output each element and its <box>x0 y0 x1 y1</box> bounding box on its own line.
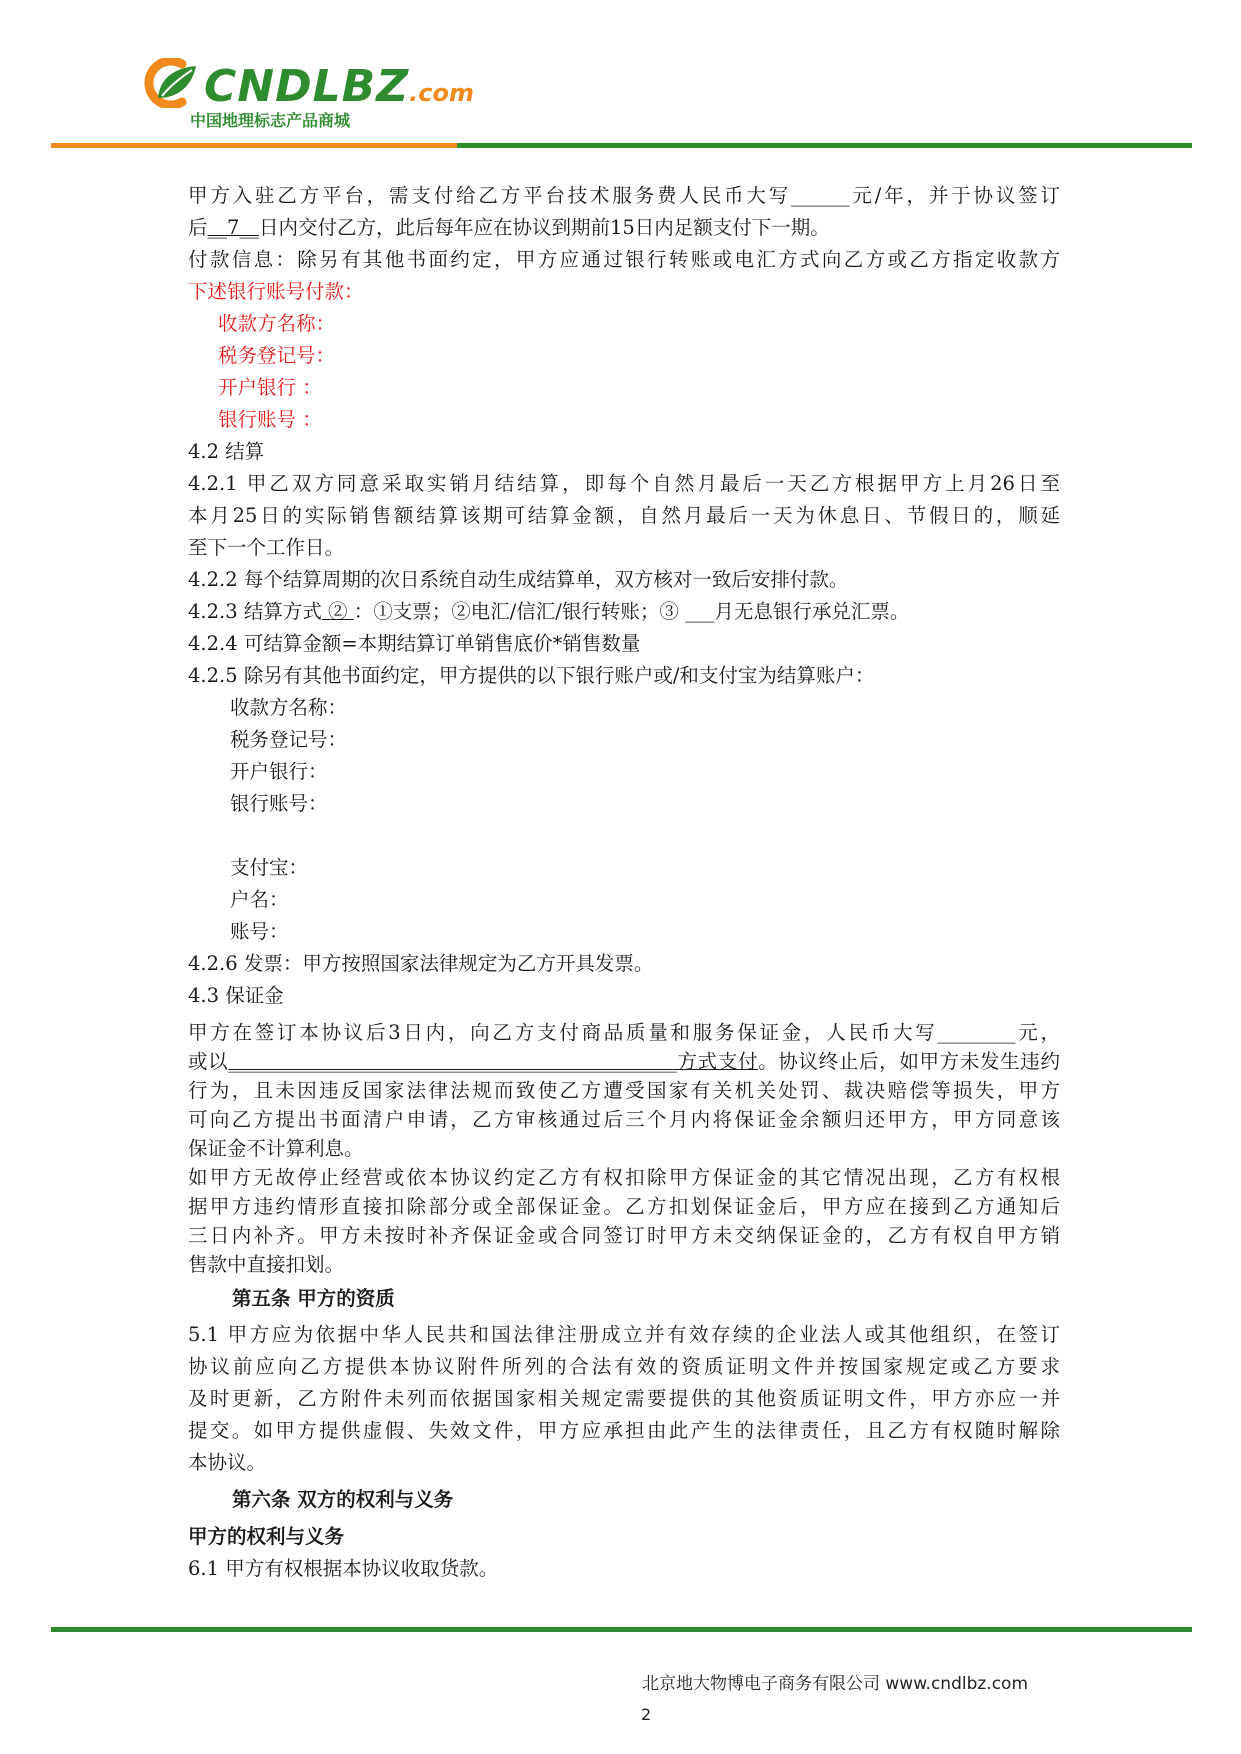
field-label: 银行账号 ： <box>218 408 322 431</box>
paragraph: 下述银行账号付款： <box>188 280 364 303</box>
paragraph: 后__7__日内交付乙方，此后每年应在协议到期前15日内足额支付下一期。 <box>188 216 830 239</box>
field-label: 收款方名称： <box>218 312 336 335</box>
field-label: 户名： <box>230 888 289 911</box>
field-label: 账号： <box>230 920 289 943</box>
paragraph: 三日内补齐。甲方未按时补齐保证金或合同签订时甲方未交纳保证金的，乙方有权自甲方销 <box>188 1224 1060 1247</box>
paragraph: 及时更新，乙方附件未列而依据国家相关规定需要提供的其他资质证明文件，甲方亦应一并 <box>188 1387 1060 1410</box>
page-number: 2 <box>641 1705 652 1724</box>
paragraph: 4.2.6 发票：甲方按照国家法律规定为乙方开具发票。 <box>188 952 654 975</box>
header-rule-green <box>457 143 1192 148</box>
footer-company: 北京地大物博电子商务有限公司 www.cndlbz.com <box>642 1674 1029 1694</box>
field-label: 收款方名称： <box>230 696 348 719</box>
logo-tagline: 中国地理标志产品商城 <box>190 111 351 130</box>
paragraph: 4.2.5 除另有其他书面约定，甲方提供的以下银行账户或/和支付宝为结算账户： <box>188 664 875 687</box>
paragraph: 行为，且未因违反国家法律法规而致使乙方遭受国家有关机关处罚、裁决赔偿等损失，甲方 <box>188 1079 1060 1102</box>
field-label: 开户银行 ： <box>218 376 322 399</box>
header-rule-orange <box>51 143 457 148</box>
logo-wordmark: CNDLBZ.com <box>204 61 474 112</box>
paragraph: 甲方入驻乙方平台，需支付给乙方平台技术服务费人民币大写______元/年，并于协议签订 <box>188 184 1060 207</box>
paragraph: 至下一个工作日。 <box>188 536 345 559</box>
document-body <box>188 180 1060 1585</box>
paragraph: 提交。如甲方提供虚假、失效文件，甲方应承担由此产生的法律责任，且乙方有权随时解除 <box>188 1419 1060 1442</box>
paragraph: 协议前应向乙方提供本协议附件所列的合法有效的资质证明文件并按国家规定或乙方要求 <box>188 1355 1060 1378</box>
paragraph: 4.2.4 可结算金额=本期结算订单销售底价*销售数量 <box>188 632 641 655</box>
article-heading: 第六条 双方的权利与义务 <box>232 1488 454 1511</box>
paragraph: 6.1 甲方有权根据本协议收取货款。 <box>188 1557 499 1580</box>
paragraph: 付款信息：除另有其他书面约定，甲方应通过银行转账或电汇方式向乙方或乙方指定收款方 <box>188 248 1060 271</box>
paragraph: 甲方在签订本协议后3日内，向乙方支付商品质量和服务保证金，人民币大写________元， <box>188 1021 1060 1044</box>
section-heading: 4.3 保证金 <box>188 984 284 1007</box>
paragraph: 4.2.2 每个结算周期的次日系统自动生成结算单，双方核对一致后安排付款。 <box>188 568 849 591</box>
paragraph: 或以______________________________________________方式支付。协议终止后，如甲方未发生违约 <box>188 1050 1060 1073</box>
paragraph: 本协议。 <box>188 1451 267 1474</box>
paragraph: 售款中直接扣划。 <box>188 1253 345 1276</box>
paragraph: 保证金不计算利息。 <box>188 1137 364 1160</box>
paragraph: 本月25日的实际销售额结算该期可结算金额，自然月最后一天为休息日、节假日的，顺延 <box>188 504 1060 527</box>
section-heading: 4.2 结算 <box>188 440 265 463</box>
paragraph: 5.1 甲方应为依据中华人民共和国法律注册成立并有效存续的企业法人或其他组织，在签订 <box>188 1323 1060 1346</box>
field-label: 税务登记号： <box>230 728 348 751</box>
paragraph: 如甲方无故停止经营或依本协议约定乙方有权扣除甲方保证金的其它情况出现，乙方有权根 <box>188 1166 1060 1189</box>
site-logo <box>138 58 474 130</box>
footer-rule-green <box>51 1627 1192 1632</box>
field-label: 开户银行： <box>230 760 328 783</box>
paragraph: 4.2.3 结算方式 ② ：①支票；②电汇/信汇/银行转账；③ ___月无息银行承兑汇票。 <box>188 600 910 623</box>
paragraph: 4.2.1 甲乙双方同意采取实销月结结算，即每个自然月最后一天乙方根据甲方上月26日至 <box>188 472 1060 495</box>
paragraph: 可向乙方提出书面清户申请，乙方审核通过后三个月内将保证金余额归还甲方，甲方同意该 <box>188 1108 1060 1131</box>
field-label: 银行账号： <box>230 792 328 815</box>
field-label: 税务登记号： <box>218 344 336 367</box>
field-label: 支付宝： <box>230 856 309 879</box>
paragraph: 据甲方违约情形直接扣除部分或全部保证金。乙方扣划保证金后，甲方应在接到乙方通知后 <box>188 1195 1060 1218</box>
subsection-heading: 甲方的权利与义务 <box>188 1525 345 1548</box>
leaf-logo-icon <box>138 58 206 108</box>
article-heading: 第五条 甲方的资质 <box>232 1287 395 1310</box>
